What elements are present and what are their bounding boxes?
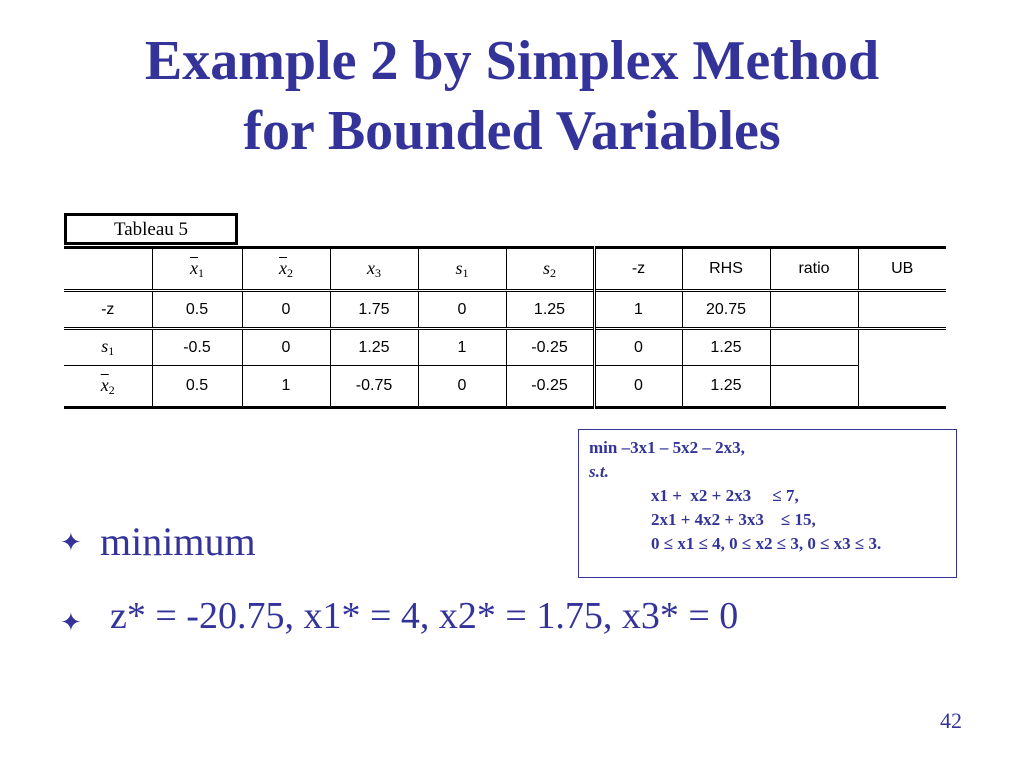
table-cell: 1.25: [506, 291, 594, 329]
bullet-icon: ✦: [60, 608, 82, 637]
table-cell: 0: [242, 329, 330, 366]
header-cell: $\overline{x}_2$: [242, 248, 330, 291]
tableau-label: Tableau 5: [64, 213, 238, 245]
table-cell: 0.5: [152, 366, 242, 408]
header-cell: UB: [858, 248, 946, 291]
table-row: [64, 291, 946, 329]
table-cell: 1.25: [682, 366, 770, 408]
header-cell: $s_1$: [418, 248, 506, 291]
header-cell: $\overline{x}_1$: [152, 248, 242, 291]
table-cell: 1.25: [682, 329, 770, 366]
header-cell: ratio: [770, 248, 858, 291]
bullet-text-minimum: minimum: [100, 519, 256, 564]
header-cell: [64, 248, 152, 291]
constraint-line-2: 2x1 + 4x2 + 3x3 ≤ 15,: [651, 510, 816, 529]
table-cell: 0: [594, 329, 682, 366]
table-cell: [858, 329, 946, 366]
objective-line: min –3x1 – 5x2 – 2x3,: [589, 438, 745, 457]
slide-title: [0, 26, 1024, 166]
table-cell: -0.25: [506, 329, 594, 366]
title-line-2: for Bounded Variables: [243, 100, 781, 162]
table-cell: 1.75: [330, 291, 418, 329]
page-number: 42: [940, 708, 962, 733]
basis-cell: $s_1$: [64, 329, 152, 366]
header-cell: RHS: [682, 248, 770, 291]
table-cell: [858, 291, 946, 329]
table-cell: -0.25: [506, 366, 594, 408]
table-cell: 0.5: [152, 291, 242, 329]
table-cell: 20.75: [682, 291, 770, 329]
table-cell: 1.25: [330, 329, 418, 366]
header-cell: -z: [594, 248, 682, 291]
table-cell: 1: [418, 329, 506, 366]
constraint-line-1: x1 + x2 + 2x3 ≤ 7,: [651, 486, 799, 505]
simplex-tableau: [64, 246, 946, 409]
bullet-text-solution: z* = -20.75, x1* = 4, x2* = 1.75, x3* = 0: [110, 595, 739, 637]
basis-cell: $\overline{x}_2$: [64, 366, 152, 408]
title-line-1: Example 2 by Simplex Method: [144, 30, 880, 92]
table-cell: 0: [242, 291, 330, 329]
table-cell: [770, 329, 858, 366]
table-cell: 1: [242, 366, 330, 408]
table-row: [64, 366, 946, 408]
header-cell: $s_2$: [506, 248, 594, 291]
table-cell: 1: [594, 291, 682, 329]
problem-formulation-box: [578, 429, 957, 578]
table-cell: 0: [594, 366, 682, 408]
header-cell: $x_3$: [330, 248, 418, 291]
table-cell: -0.5: [152, 329, 242, 366]
table-cell: -0.75: [330, 366, 418, 408]
table-cell: [858, 366, 946, 408]
subject-to-line: s.t.: [589, 462, 609, 481]
table-cell: [770, 366, 858, 408]
table-cell: 0: [418, 366, 506, 408]
tableau-header-row: [64, 248, 946, 291]
bounds-line: 0 ≤ x1 ≤ 4, 0 ≤ x2 ≤ 3, 0 ≤ x3 ≤ 3.: [651, 534, 882, 553]
table-cell: 0: [418, 291, 506, 329]
basis-cell: -z: [64, 291, 152, 329]
table-cell: [770, 291, 858, 329]
bullet-icon: ✦: [60, 528, 82, 557]
table-row: [64, 329, 946, 366]
